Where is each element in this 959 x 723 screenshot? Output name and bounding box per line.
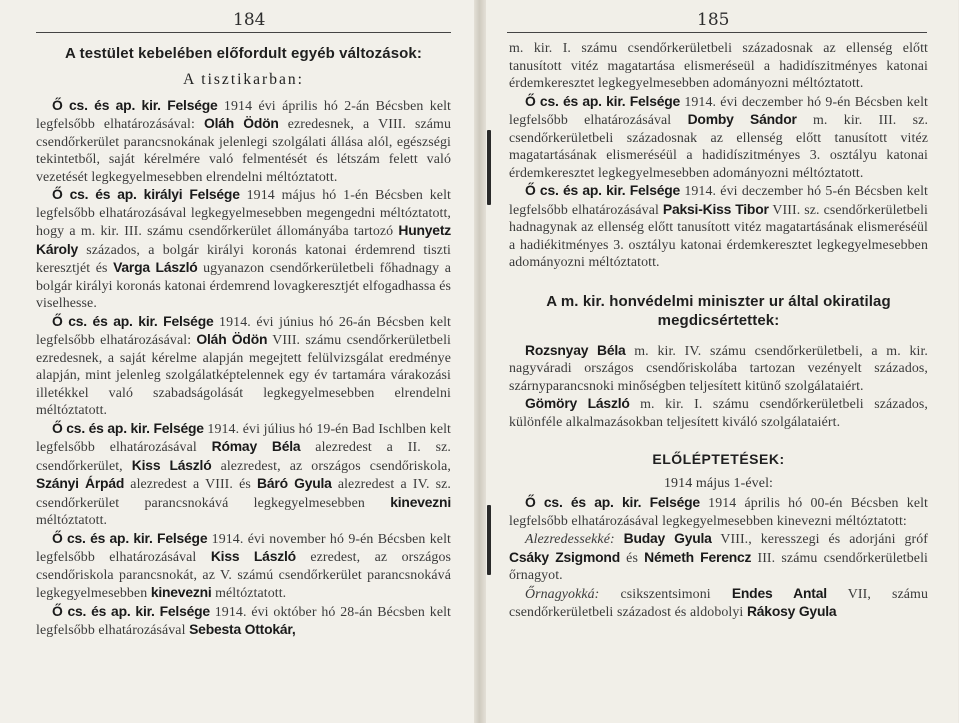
italic-rank-label: Alezredessekké: <box>525 532 615 547</box>
header-rule <box>507 32 927 33</box>
paragraph <box>509 494 928 530</box>
bold-name-or-title: Németh Ferencz <box>644 548 752 565</box>
paragraph <box>36 186 451 313</box>
paragraph-text: 1914. évi deczember hó 5-én Bécsben kelt legfelsőbb elhatározásával <box>509 184 928 218</box>
bold-name-or-title: Paksi-Kiss Tibor <box>662 200 769 217</box>
bold-name-or-title: Sebesta Ottokár, <box>189 621 296 637</box>
paragraph <box>509 342 928 396</box>
bold-name-or-title: Hunyetz Károly <box>36 222 451 257</box>
paragraph <box>509 395 928 431</box>
bold-name-or-title: Ő cs. és ap. kir. Felsége <box>52 602 210 619</box>
margin-mark <box>487 505 491 575</box>
left-body-text <box>36 97 451 640</box>
paragraph-text: 1914. évi deczember hó 9-én Bécsben kelt legfelsőbb elhatározásával <box>509 94 928 128</box>
bold-name-or-title: Csáky Zsigmond <box>509 548 620 565</box>
bold-name-or-title: Varga László <box>113 259 198 275</box>
paragraph-text: ezredest, az országos csendőriskola parancsnokát, az V. számú csendőrkerület parancsnokává legkegyelmesebben <box>36 550 452 601</box>
paragraph-text: 1914. évi november hó 9-én Bécsben kelt legfelsőbb elhatározásával <box>36 531 451 565</box>
bold-name-or-title: Rákosy Gyula <box>746 603 837 619</box>
bold-name-or-title: Ő cs. és ap. kir. Felsége <box>525 92 681 109</box>
paragraph-text: VIII. sz. csendőrkerületbeli hadnagynak az ellenség előtt tanusított vitéz magatartásának elismeréséül a hadiékitményes 3. osztályu katonai érdemkeresztet legkegyelmesebben adományozni méltóztatott. <box>509 202 928 270</box>
paragraph <box>36 420 451 530</box>
book-gutter <box>474 0 486 723</box>
bold-name-or-title: Kiss László <box>131 456 212 473</box>
paragraph-text: m. kir. I. számu csendőrkerületbeli százados, különféle alkalmazásokban teljesített kiváló szolgálataiért. <box>509 397 928 430</box>
paragraph-text: százados, a bolgár királyi koronás katonai érdemrend tiszti keresztjét és <box>36 242 451 276</box>
paragraph <box>509 182 928 272</box>
paragraph-text: alezredest, az országos csendőriskola, <box>211 458 452 474</box>
paragraph-text: 1914. évi október hó 28-án Bécsben kelt legfelsőbb elhatározásával <box>36 604 451 638</box>
paragraph-text: ezredesnek, a VIII. számu csendőrkerület parancsnokának jelenlegi szolgálati állása alól, egészségi tekintetből, saját kérelmére való felmentését és létszám felett való vezetését legkegyelmesebben elrendelni méltóztatott. <box>36 117 451 185</box>
right-body-text-bottom <box>509 494 928 622</box>
page-number: 185 <box>697 10 730 30</box>
paragraph <box>36 603 451 640</box>
section-heading: A m. kir. honvédelmi miniszter ur által okiratilag megdicsértettek: <box>546 292 891 329</box>
bold-name-or-title: Ő cs. és ap. kir. Felsége <box>525 182 681 198</box>
bold-name-or-title: Ő cs. és ap. királyi Felsége <box>52 186 240 202</box>
bold-name-or-title: Ő cs. és ap. kir. Felsége <box>52 96 218 113</box>
bold-name-or-title: Buday Gyula <box>623 530 712 546</box>
paragraph-text: alezredest a VIII. és <box>124 477 258 492</box>
paragraph-text: 1914. évi július hó 19-én Bad Ischlben kelt legfelsőbb elhatározásával <box>36 421 452 455</box>
bold-name-or-title: Rómay Béla <box>211 438 301 454</box>
bold-name-or-title: Ő cs. és ap. kir. Felsége <box>52 529 208 546</box>
paragraph-text: III. számu csendőrkerületbeli őrnagyot. <box>509 550 928 583</box>
bold-name-or-title: kinevezni <box>390 493 451 510</box>
right-body-text-middle <box>509 342 928 432</box>
paragraph-text: m. kir. IV. számu csendőrkerületbeli, a m. kir. nagyváradi országos csendőriskolába tartozan vezényelt százados, szárnyparancsnoki minőségben teljesített kitünő szolgálataiért. <box>509 343 928 394</box>
paragraph <box>36 97 451 187</box>
paragraph-text: 1914 április hó 00-én Bécsben kelt legfelsőbb elhatározásával legkegyelmesebben kinevezni méltóztatott: <box>509 496 928 529</box>
bold-name-or-title: Báró Gyula <box>257 475 332 491</box>
margin-mark <box>487 130 491 205</box>
paragraph-text: VII, számu csendőrkerületbeli századost és aldobolyi <box>509 586 928 620</box>
right-body-text-top <box>509 40 928 272</box>
paragraph-text: méltóztatott. <box>36 513 108 528</box>
bold-name-or-title: Szányi Árpád <box>36 475 125 491</box>
bold-name-or-title: Ő cs. és ap. kir. Felsége <box>52 419 204 436</box>
paragraph-text: m. kir. III. sz. csendőrkerületbeli századosnak az ellenség előtt tanusított vitéz magatartásának elismeréséül a hadidíszitményes 3. osztályu katonai érdemkeresztet legkegyelmesebben adományozni méltóztatott. <box>509 113 929 181</box>
left-page <box>0 0 479 723</box>
bold-name-or-title: Ő cs. és ap. kir. Felsége <box>525 494 700 510</box>
bold-name-or-title: Kiss László <box>210 548 296 564</box>
paragraph-text: VIII. számu csendőrkerületbeli ezredesnek, a saját kérelme alapján megejtett felülvizsgálat eredménye alapján, mint jelenleg szolgálatképtelennek egy év tartamára várakozási illetékkel való szabadságolását legkegyelmesebben elrendelni méltóztatott. <box>36 333 451 418</box>
paragraph <box>509 40 928 93</box>
bold-name-or-title: Gömöry László <box>525 395 630 411</box>
paragraph-text: 1914. évi június hó 26-án Bécsben kelt legfelsőbb elhatározásával: <box>36 314 452 348</box>
promotions-heading: ELŐLÉPTETÉSEK: <box>652 451 785 467</box>
bold-name-or-title: Domby Sándor <box>687 111 797 127</box>
paragraph-text: 1914 évi április hó 2-án Bécsben kelt legfelsőbb elhatározásával: <box>36 98 452 132</box>
paragraph-text: alezredest a IV. sz. csendőrkerület parancsnokává legkegyelmesebben <box>36 477 452 511</box>
paragraph-text: 1914 május hó 1-én Bécsben kelt legfelsőbb elhatározásával legkegyelmesebben megengedni méltóztatott, hogy a m. kir. III. számu csendőrkerület állományába tartozó <box>36 188 451 239</box>
paragraph-text: méltóztatott. <box>211 586 287 601</box>
header-rule <box>36 32 451 33</box>
paragraph <box>509 93 928 183</box>
paragraph-text <box>615 532 624 547</box>
paragraph-text: ugyanazon csendőrkerületbeli főhadnagy a bolgár királyi koronás katonai érdemrend lovagkeresztjét elfogadhassa és viselhesse. <box>36 261 451 311</box>
section-heading: A testület kebelében előfordult egyéb változások: <box>65 45 422 62</box>
italic-rank-label: Őrnagyokká: <box>525 586 600 602</box>
bold-name-or-title: Ő cs. és ap. kir. Felsége <box>52 312 214 329</box>
paragraph <box>36 313 451 420</box>
bold-name-or-title: kinevezni <box>150 584 212 600</box>
paragraph <box>509 585 928 622</box>
paragraph <box>509 530 928 585</box>
paragraph-text: VIII., keresszegi és adorjáni gróf <box>711 532 929 547</box>
paragraph-text: és <box>619 550 645 566</box>
right-page <box>479 0 958 723</box>
bold-name-or-title: Endes Antal <box>731 584 827 601</box>
page-number: 184 <box>233 10 266 30</box>
paragraph-text: alezredest a II. sz. csendőrkerület, <box>36 440 451 474</box>
bold-name-or-title: Oláh Ödön <box>196 331 268 347</box>
paragraph-text: csikszentsimoni <box>599 586 732 602</box>
paragraph <box>36 530 451 603</box>
date-line: 1914 május 1-ével: <box>663 475 774 491</box>
subsection-heading: A tisztikarban: <box>183 71 304 88</box>
bold-name-or-title: Oláh Ödön <box>204 115 279 131</box>
paragraph-text: m. kir. I. számu csendőrkerületbeli századosnak az ellenség előtt tanusított vitéz magatartása elismeréseül a hadidíszitményes katonai érdemkeresztet legkegyelmesebben adományozni méltóztatott. <box>509 41 928 91</box>
bold-name-or-title: Rozsnyay Béla <box>525 341 626 358</box>
